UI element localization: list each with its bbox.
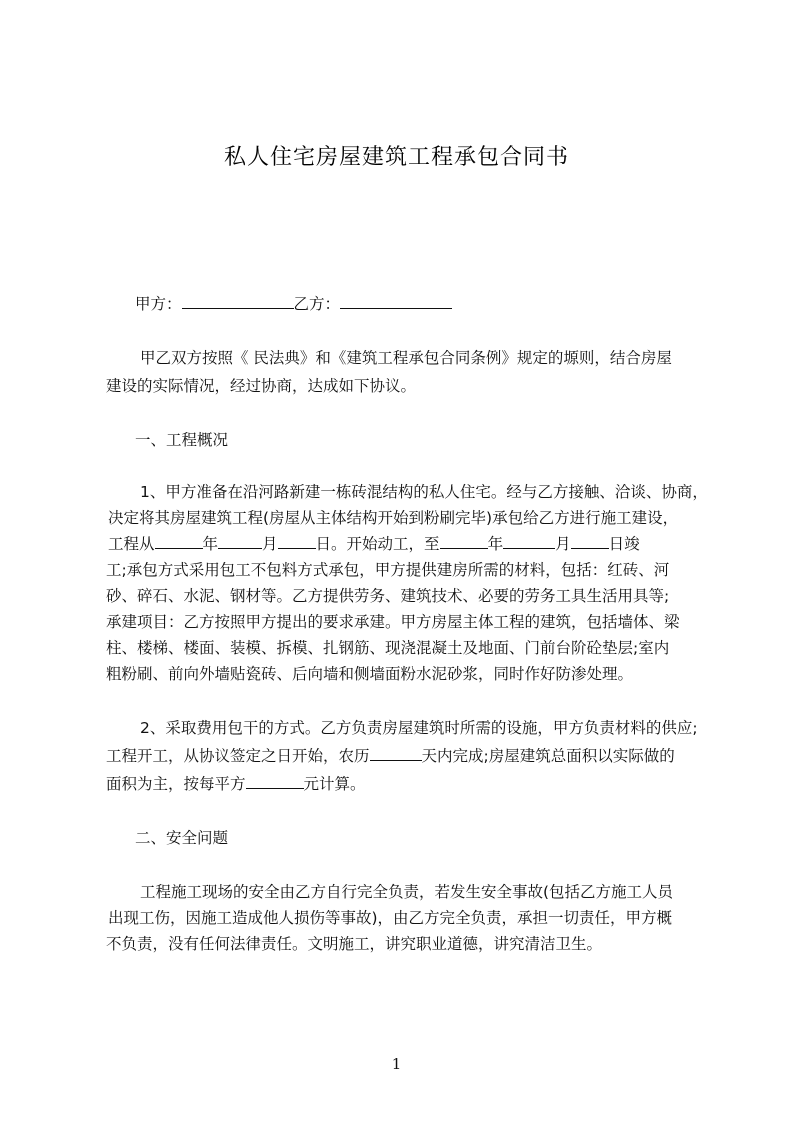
days-blank[interactable] [370,746,422,761]
s1-p2-line-1: 2、采取费用包干的方式。乙方负责房屋建筑时所需的设施，甲方负责材料的供应; [140,719,698,737]
intro-line-2: 建设的实际情况，经过协商，达成如下协议。 [106,377,417,395]
section-2-heading: 二、安全问题 [135,829,229,847]
s1-p1-line-7: 柱、楼梯、楼面、装模、拆模、扎钢筋、现浇混凝土及地面、门前台阶砼垫层;室内 [106,639,670,657]
s1-p1-line-3: 工程从 年 月 日。开始动工，至 年 月 日竣 [108,535,640,553]
s2-line-3: 不负责，没有任何法律责任。文明施工，讲究职业道德，讲究清洁卫生。 [106,935,603,953]
s1-p2-line-3: 面积为主，按每平方 元计算。 [106,775,366,793]
parties-line [135,292,452,314]
start-month-blank[interactable] [218,534,262,549]
end-month-blank[interactable] [503,534,555,549]
s2-line-2: 出现工伤，因施工造成他人损伤等事故)，由乙方完全负责，承担一切责任，甲方概 [108,909,673,927]
section-1-heading: 一、工程概况 [135,431,229,449]
end-day-blank[interactable] [571,534,609,549]
s1-p1-line-2: 决定将其房屋建筑工程(房屋从主体结构开始到粉刷完毕)承包给乙方进行施工建设， [108,509,679,527]
start-year-blank[interactable] [155,534,203,549]
party-a-blank[interactable] [182,294,294,309]
s1-p1-line-8: 粗粉刷、前向外墙贴瓷砖、后向墙和侧墙面粉水泥砂浆，同时作好防渗处理。 [106,665,634,683]
s1-p1-line-4: 工;承包方式采用包工不包料方式承包，甲方提供建房所需的材料，包括：红砖、河 [106,561,670,579]
document-title: 私人住宅房屋建筑工程承包合同书 [223,145,569,170]
party-b-blank[interactable] [340,294,452,309]
s2-line-1: 工程施工现场的安全由乙方自行完全负责，若发生安全事故(包括乙方施工人员 [140,883,674,901]
end-year-blank[interactable] [440,534,488,549]
start-day-blank[interactable] [278,534,316,549]
s1-p1-line-1: 1、甲方准备在沿河路新建一栋砖混结构的私人住宅。经与乙方接触、洽谈、协商， [140,483,708,501]
party-b-label: 乙方： [293,295,341,313]
party-a-label: 甲方： [135,295,182,313]
price-blank[interactable] [246,774,304,789]
page-number: 1 [391,1055,402,1073]
s1-p2-line-2: 工程开工，从协议签定之日开始，农历 天内完成;房屋建筑总面积以实际做的 [106,747,675,765]
intro-line-1: 甲乙双方按照《 民法典》和《建筑工程承包合同条例》规定的塬则，结合房屋 [140,349,672,367]
s1-p1-line-5: 砂、碎石、水泥、钢材等。乙方提供劳务、建筑技术、必要的劳务工具生活用具等; [106,587,670,605]
s1-p1-line-6: 承建项目：乙方按照甲方提出的要求承建。甲方房屋主体工程的建筑，包括墙体、梁 [106,613,680,631]
